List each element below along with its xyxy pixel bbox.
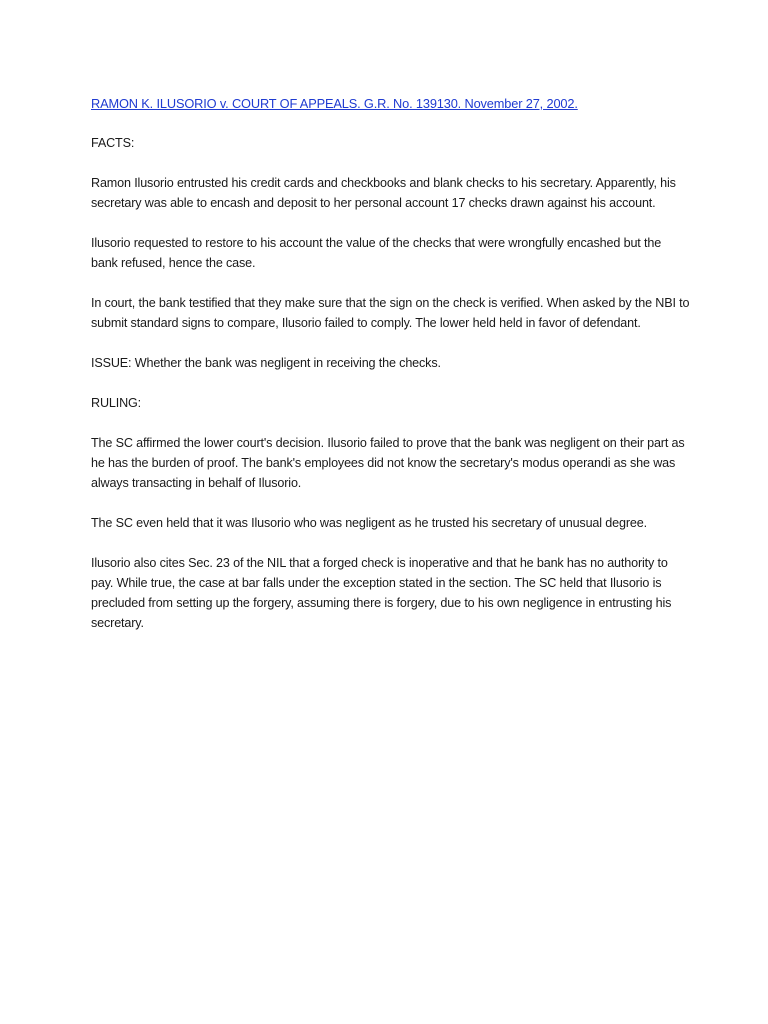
facts-paragraph-2: Ilusorio requested to restore to his account the value of the checks that were wrongfully encashed but the bank refused, hence the case. xyxy=(91,236,662,270)
ruling-paragraph-3: Ilusorio also cites Sec. 23 of the NIL that a forged check is inoperative and that he bank has no authority to pay. While true, the case at bar falls under the exception stated in the section. The SC held that Ilusorio is precluded from setting up the forgery, assuming there is forgery, due to his own negligence in entrusting his secretary. xyxy=(91,556,672,630)
document-body xyxy=(91,94,691,653)
case-title-link[interactable]: RAMON K. ILUSORIO v. COURT OF APPEALS. G.R. No. 139130. November 27, 2002. xyxy=(91,96,578,111)
issue-paragraph: ISSUE: Whether the bank was negligent in receiving the checks. xyxy=(91,356,441,370)
ruling-paragraph-2: The SC even held that it was Ilusorio who was negligent as he trusted his secretary of unusual degree. xyxy=(91,516,647,530)
facts-paragraph-3: In court, the bank testified that they make sure that the sign on the check is verified. When asked by the NBI to submit standard signs to compare, Ilusorio failed to comply. The lower held held in favor of defendant. xyxy=(91,296,690,330)
facts-paragraph-1: Ramon Ilusorio entrusted his credit cards and checkbooks and blank checks to his secretary. Apparently, his secretary was able to encash and deposit to her personal account 17 checks drawn against his account. xyxy=(91,176,676,210)
ruling-paragraph-1: The SC affirmed the lower court's decision. Ilusorio failed to prove that the bank was negligent on their part as he has the burden of proof. The bank's employees did not know the secretary's modus operandi as she was always transacting in behalf of Ilusorio. xyxy=(91,436,685,490)
ruling-heading: RULING: xyxy=(91,396,142,410)
facts-heading: FACTS: xyxy=(91,136,135,150)
